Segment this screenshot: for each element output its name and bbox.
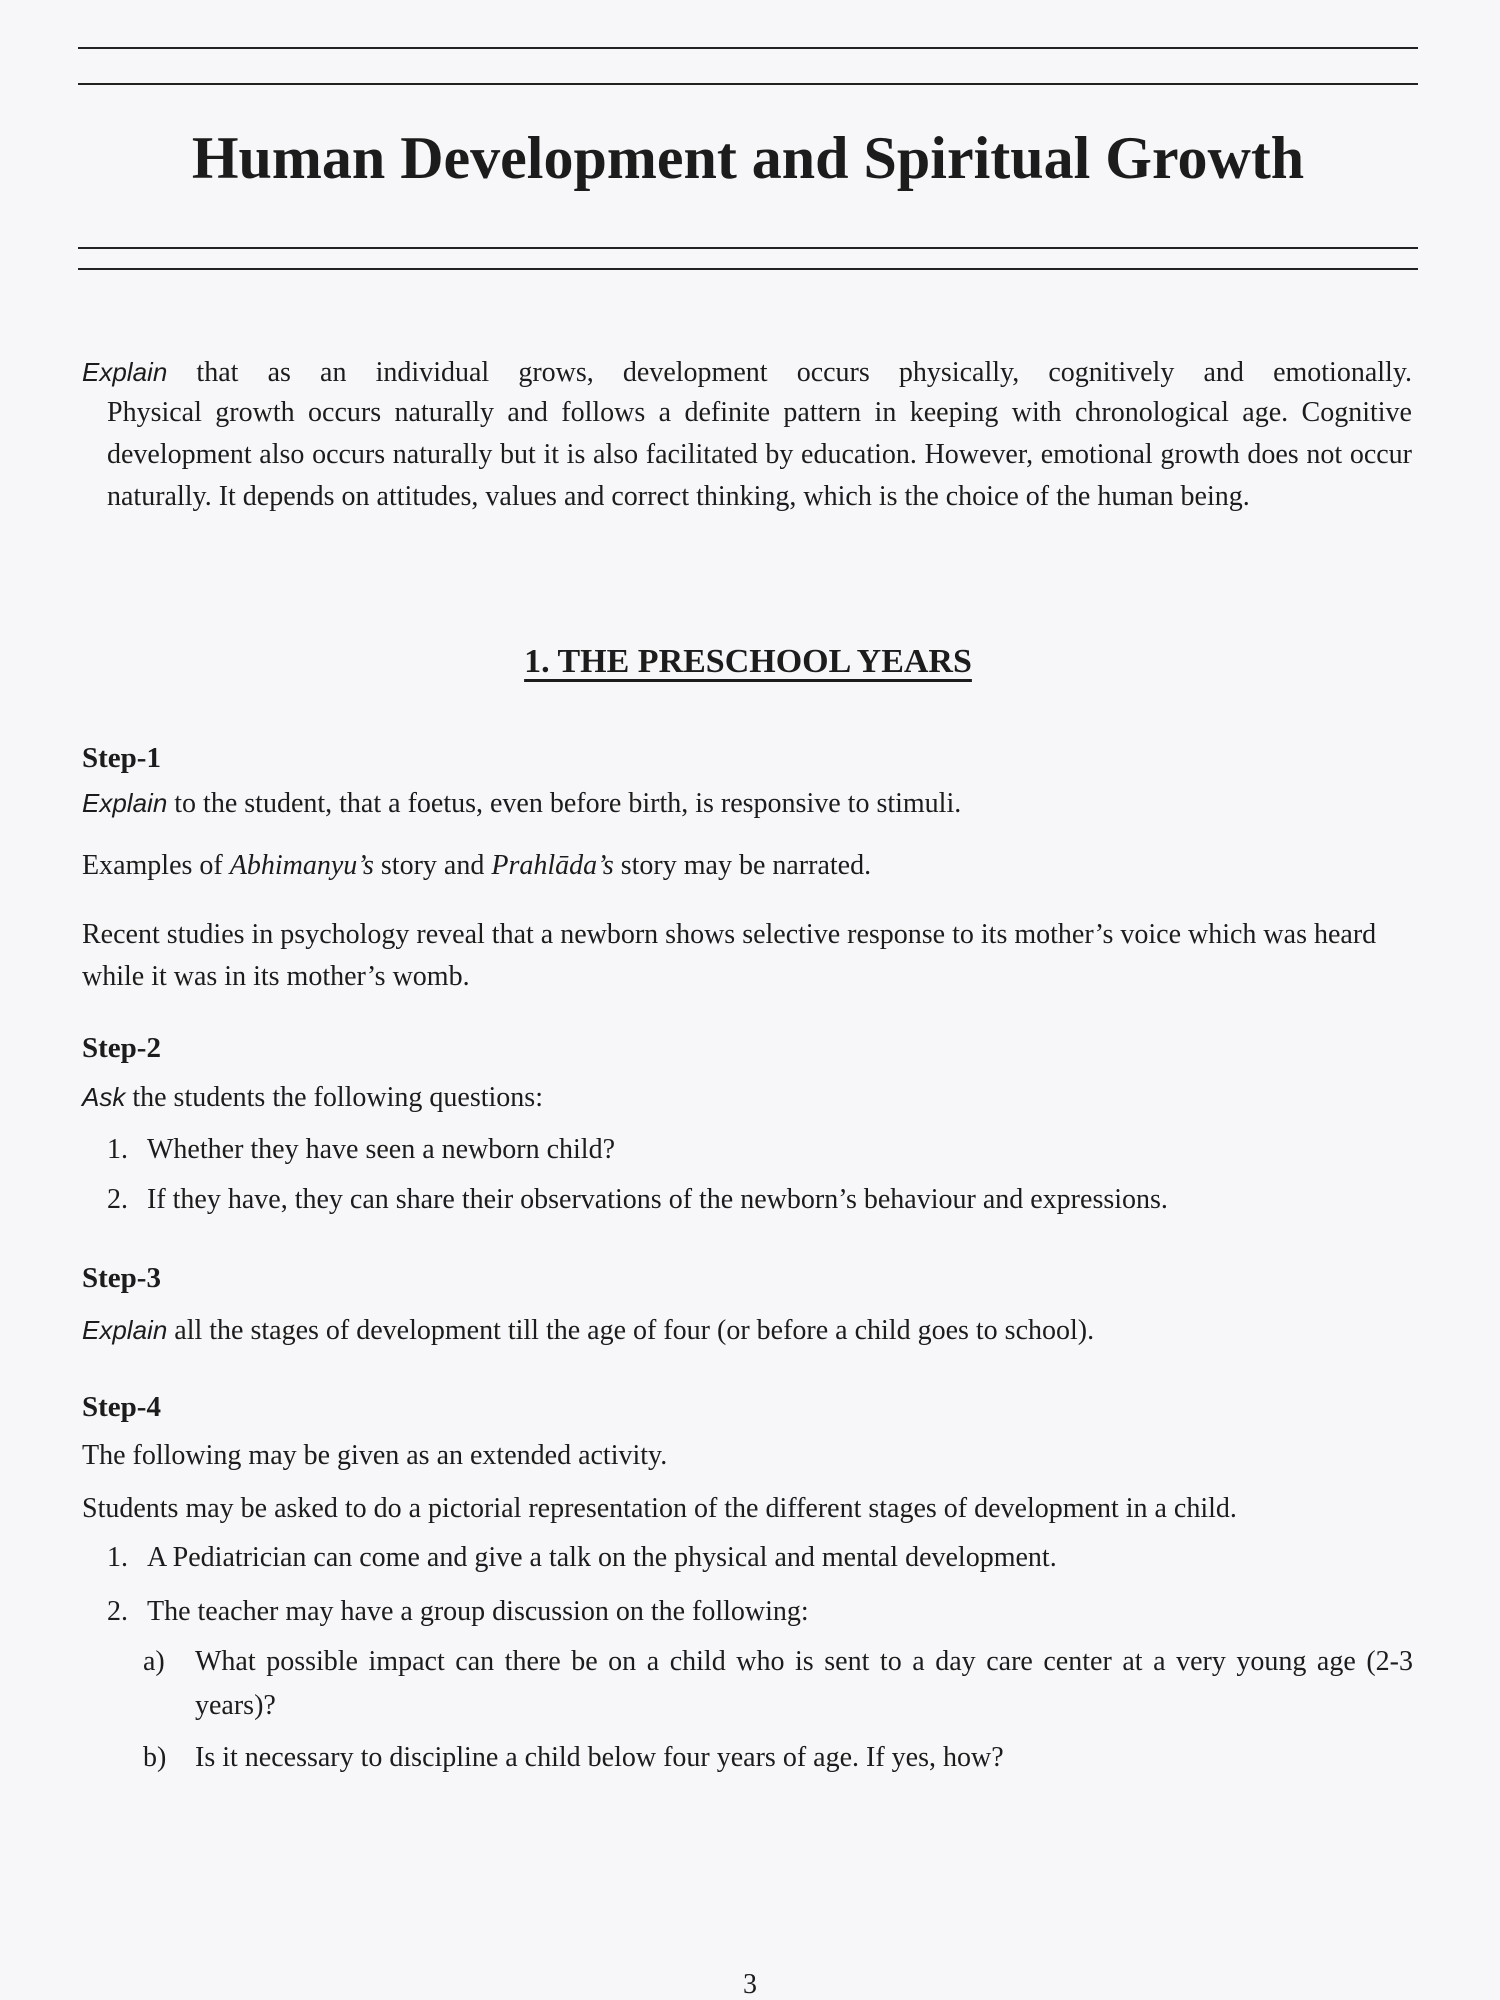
step4-line2: Students may be asked to do a pictorial representation of the different stages of development in a child.: [82, 1493, 1237, 1524]
step2-line: [82, 1077, 1412, 1118]
step4-heading: Step-4: [82, 1391, 161, 1423]
intro-first-line: [82, 352, 1412, 393]
step1-line1-text: to the student, that a foetus, even before birth, is responsive to stimuli.: [167, 788, 962, 819]
list-item: 2. If they have, they can share their observations of the newborn’s behaviour and expressions.: [107, 1184, 1168, 1215]
step2-heading: Step-2: [82, 1032, 161, 1064]
step1-line2: [82, 846, 1412, 886]
title-rule-upper: [78, 247, 1418, 249]
step1-line1: [82, 783, 1412, 824]
step1-line2-prefix: Examples of: [82, 850, 230, 881]
page-number: 3: [743, 1969, 757, 2000]
list-item: 1. A Pediatrician can come and give a talk on the physical and mental development.: [107, 1542, 1057, 1573]
top-rule-lower: [78, 83, 1418, 85]
list-item: 1. Whether they have seen a newborn child?: [107, 1134, 616, 1165]
step3-heading: Step-3: [82, 1262, 161, 1294]
sub-item-a: a) What possible impact can there be on a child who is sent to a day care center at a very young age (2-3 years)?: [143, 1646, 1413, 1721]
page-title: Human Development and Spiritual Growth: [191, 125, 1305, 191]
prahlada-name: Prahlāda’s: [491, 850, 614, 881]
step1-heading: Step-1: [82, 742, 161, 774]
step1-line2-mid: story and: [373, 850, 492, 881]
step1-line2-suffix: story may be narrated.: [613, 850, 872, 881]
list-item: 2. The teacher may have a group discussion on the following:: [107, 1596, 809, 1627]
intro-keyword: Explain: [82, 357, 168, 387]
step2-keyword: Ask: [82, 1082, 126, 1112]
intro-first-text: that as an individual grows, development occurs physically, cognitively and emotionally.: [167, 357, 1412, 388]
step3-line: [82, 1310, 1412, 1351]
step2-text: the students the following questions:: [125, 1082, 543, 1113]
sub-item-b: b) Is it necessary to discipline a child below four years of age. If yes, how?: [143, 1742, 1004, 1773]
section-title: 1. THE PRESCHOOL YEARS: [524, 643, 972, 680]
step1-line3: Recent studies in psychology reveal that a newborn shows selective response to its mother’s voice which was heard while it was in its mother’s womb.: [82, 919, 1377, 992]
step3-text: all the stages of development till the age of four (or before a child goes to school).: [167, 1315, 1095, 1346]
title-rule-lower: [78, 268, 1418, 270]
top-rule-upper: [78, 47, 1418, 49]
abhimanyu-name: Abhimanyu’s: [229, 850, 374, 881]
step1-keyword: Explain: [82, 788, 168, 818]
step4-line1: The following may be given as an extended activity.: [82, 1440, 668, 1471]
intro-paragraph: Physical growth occurs naturally and follows a definite pattern in keeping with chronological age. Cognitive development also occurs naturally but it is also facilitated by education. However, emotional growth does not occur naturally. It depends on attitudes, values and correct thinking, which is the choice of the human being.: [107, 397, 1412, 512]
step3-keyword: Explain: [82, 1315, 168, 1345]
